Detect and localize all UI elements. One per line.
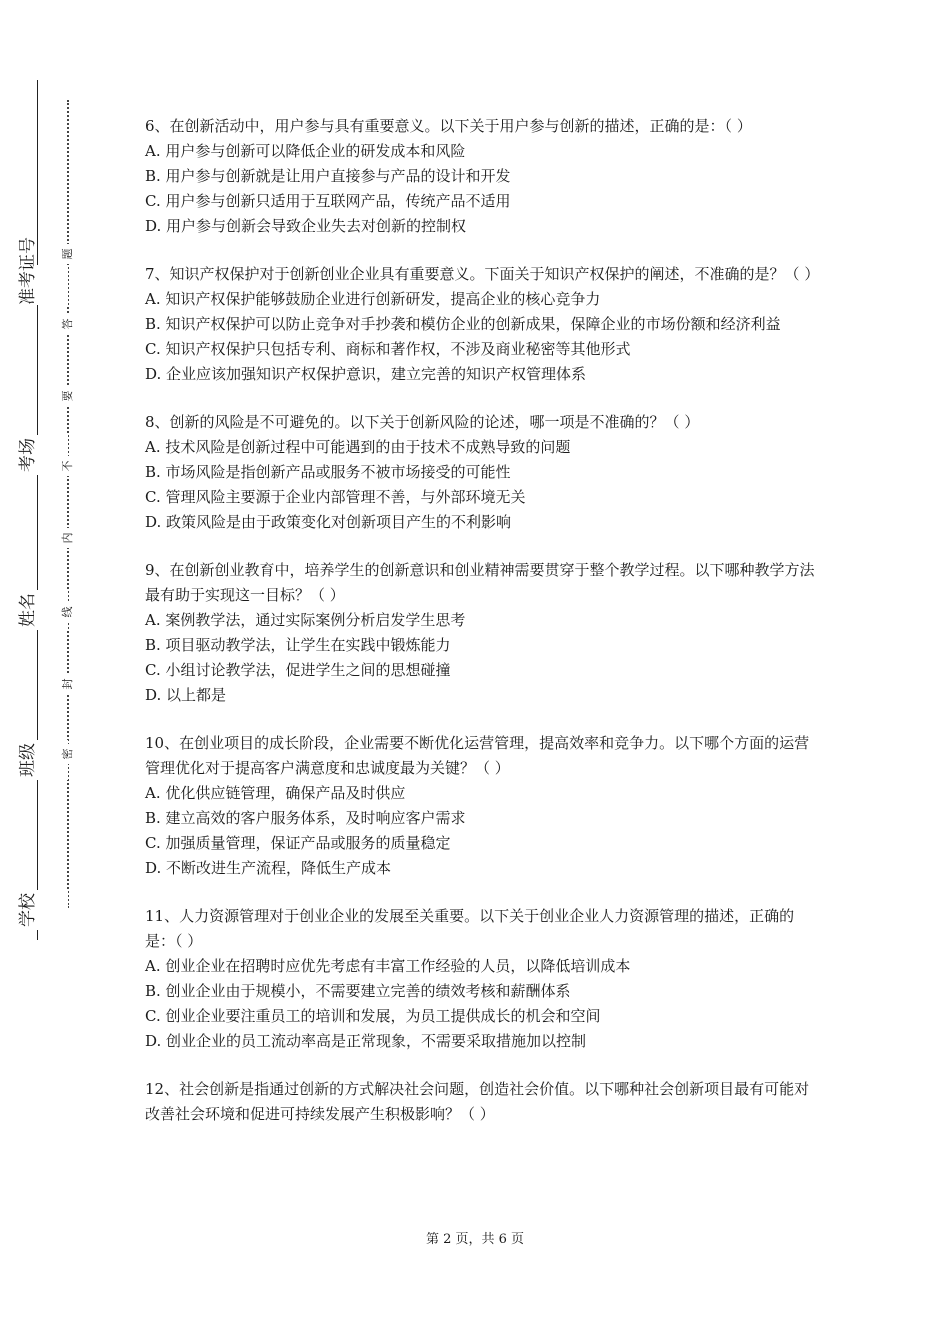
seal-char: 题 [58, 244, 78, 264]
questions-content [145, 114, 820, 1150]
seal-char: 封 [58, 674, 78, 694]
field-exam-number-label: 准考证号 [8, 265, 68, 305]
field-school-label: 学校 [8, 890, 68, 930]
question-12 [145, 1077, 815, 1127]
option-a: A. 创业企业在招聘时应优先考虑有丰富工作经验的人员，以降低培训成本 [145, 957, 631, 975]
question-8 [145, 410, 815, 535]
question-11 [145, 904, 815, 1054]
question-stem: 12、社会创新是指通过创新的方式解决社会问题，创造社会价值。以下哪种社会创新项目最有可能对改善社会环境和促进可持续发展产生积极影响？（ ） [145, 1080, 810, 1123]
option-d: D. 政策风险是由于政策变化对创新项目产生的不利影响 [145, 513, 512, 531]
option-b: B. 建立高效的客户服务体系，及时响应客户需求 [145, 809, 466, 827]
option-a: A. 技术风险是创新过程中可能遇到的由于技术不成熟导致的问题 [145, 438, 571, 456]
option-b: B. 创业企业由于规模小，不需要建立完善的绩效考核和薪酬体系 [145, 982, 571, 1000]
option-d: D. 创业企业的员工流动率高是正常现象，不需要采取措施加以控制 [145, 1032, 587, 1050]
option-c: C. 小组讨论教学法，促进学生之间的思想碰撞 [145, 661, 451, 679]
seal-char: 线 [58, 602, 78, 622]
question-stem: 11、人力资源管理对于创业企业的发展至关重要。以下关于创业企业人力资源管理的描述，正确的是：（ ） [145, 907, 795, 950]
seal-char: 答 [58, 314, 78, 334]
page-footer: 第 2 页，共 6 页 [425, 1232, 525, 1247]
seal-char: 密 [58, 744, 78, 764]
binding-solid-line [37, 80, 38, 940]
seal-char: 内 [58, 528, 78, 548]
field-class-label: 班级 [8, 740, 68, 780]
option-c: C. 创业企业要注重员工的培训和发展，为员工提供成长的机会和空间 [145, 1007, 601, 1025]
option-c: C. 加强质量管理，保证产品或服务的质量稳定 [145, 834, 451, 852]
field-exam-room-label: 考场 [8, 435, 68, 475]
question-stem: 8、创新的风险是不可避免的。以下关于创新风险的论述，哪一项是不准确的？（ ） [145, 413, 700, 431]
option-c: C. 用户参与创新只适用于互联网产品，传统产品不适用 [145, 192, 511, 210]
option-a: A. 用户参与创新可以降低企业的研发成本和风险 [145, 142, 466, 160]
seal-dotted-line [67, 100, 69, 908]
option-a: A. 案例教学法，通过实际案例分析启发学生思考 [145, 611, 466, 629]
option-d: D. 企业应该加强知识产权保护意识，建立完善的知识产权管理体系 [145, 365, 587, 383]
seal-char: 要 [58, 386, 78, 406]
option-b: B. 市场风险是指创新产品或服务不被市场接受的可能性 [145, 463, 511, 481]
question-stem: 10、在创业项目的成长阶段，企业需要不断优化运营管理，提高效率和竞争力。以下哪个方面的运营管理优化对于提高客户满意度和忠诚度最为关键？（ ） [145, 734, 810, 777]
binding-margin [0, 80, 110, 940]
question-stem: 9、在创新创业教育中，培养学生的创新意识和创业精神需要贯穿于整个教学过程。以下哪种教学方法最有助于实现这一目标？（ ） [145, 561, 815, 604]
question-6 [145, 114, 815, 239]
option-d: D. 以上都是 [145, 686, 227, 704]
option-c: C. 管理风险主要源于企业内部管理不善，与外部环境无关 [145, 488, 526, 506]
option-b: B. 项目驱动教学法，让学生在实践中锻炼能力 [145, 636, 451, 654]
field-name-label: 姓名 [8, 590, 68, 630]
seal-char: 不 [58, 456, 78, 476]
question-9 [145, 558, 815, 708]
question-stem: 7、知识产权保护对于创新创业企业具有重要意义。下面关于知识产权保护的阐述，不准确的是？（ ） [145, 265, 820, 283]
option-d: D. 用户参与创新会导致企业失去对创新的控制权 [145, 217, 467, 235]
question-7 [145, 262, 820, 387]
option-c: C. 知识产权保护只包括专利、商标和著作权，不涉及商业秘密等其他形式 [145, 340, 631, 358]
question-10 [145, 731, 815, 881]
question-stem: 6、在创新活动中，用户参与具有重要意义。以下关于用户参与创新的描述，正确的是：（ ） [145, 117, 752, 135]
option-b: B. 用户参与创新就是让用户直接参与产品的设计和开发 [145, 167, 511, 185]
option-a: A. 优化供应链管理，确保产品及时供应 [145, 784, 406, 802]
option-a: A. 知识产权保护能够鼓励企业进行创新研发，提高企业的核心竞争力 [145, 290, 601, 308]
option-b: B. 知识产权保护可以防止竞争对手抄袭和模仿企业的创新成果，保障企业的市场份额和经济利益 [145, 315, 781, 333]
option-d: D. 不断改进生产流程，降低生产成本 [145, 859, 392, 877]
